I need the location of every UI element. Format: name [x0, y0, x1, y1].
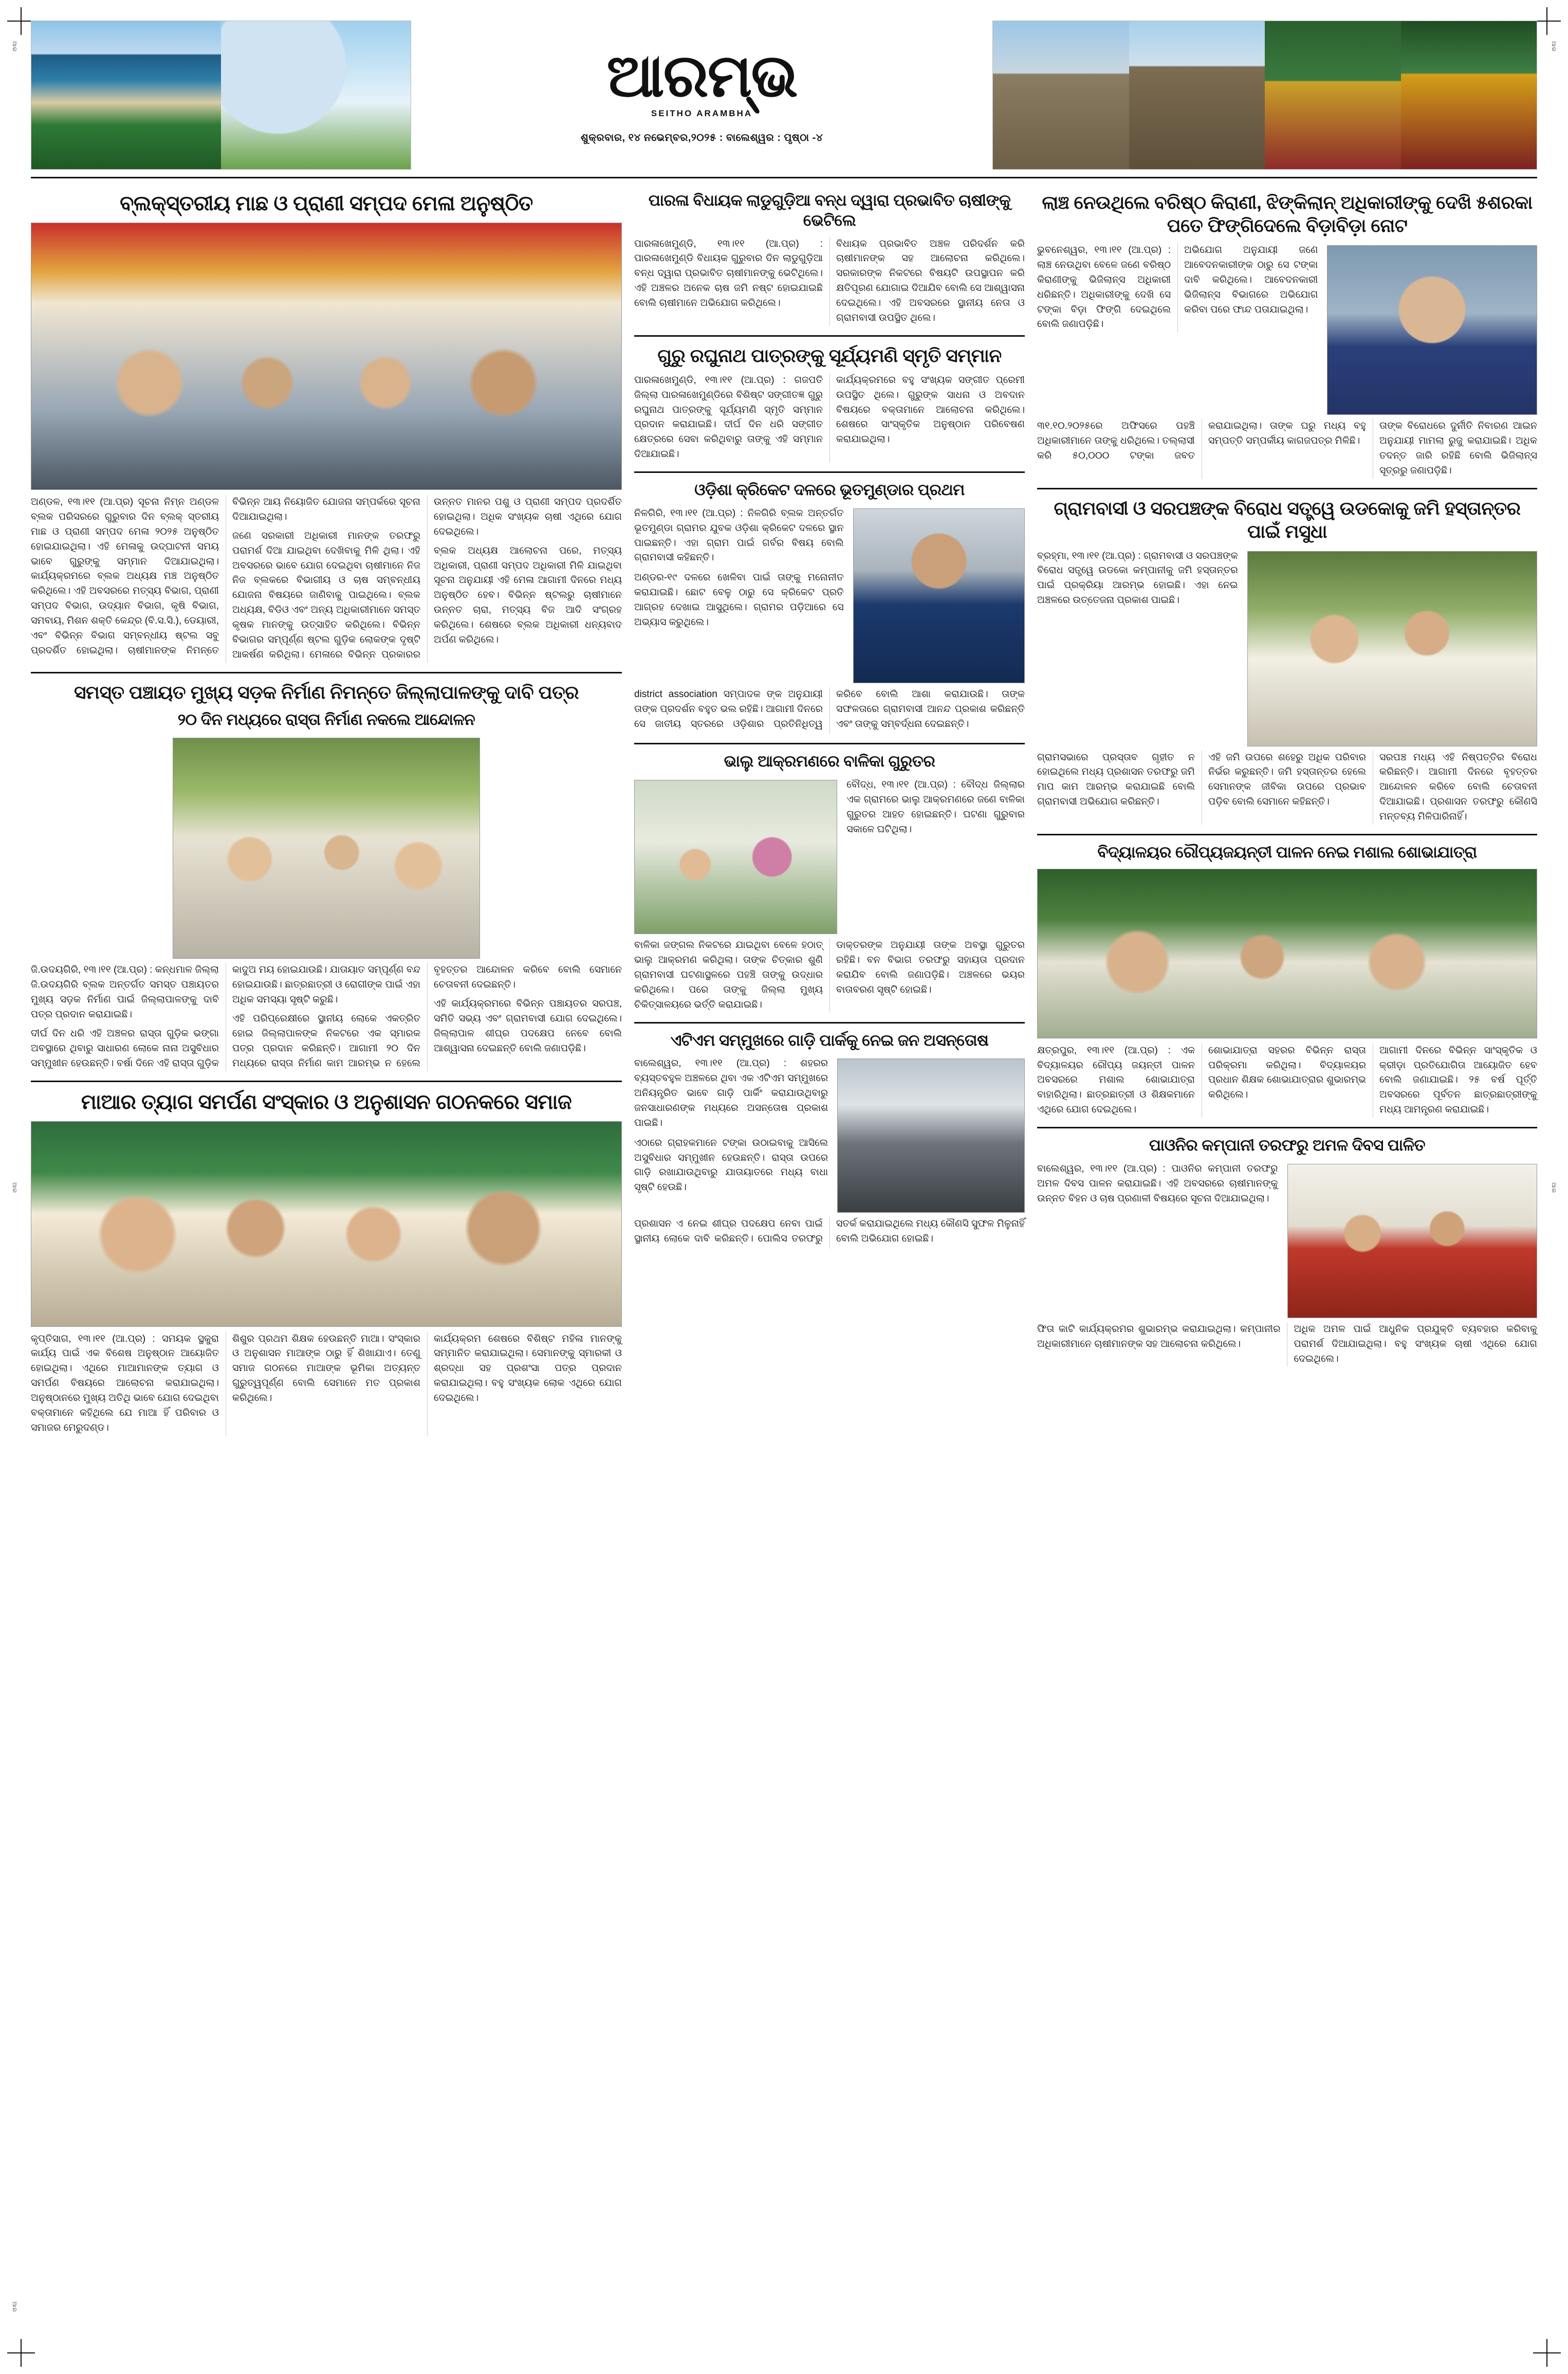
paragraph: ସରପଞ୍ଚ ମଧ୍ୟ ଏହି ନିଷ୍ପତ୍ତିର ବିରୋଧ କରିଛନ୍ତି। ଆଗାମୀ ଦିନରେ ବୃହତ୍ତର ଆନ୍ଦୋଳନ କରିବେ ବୋଲି ଚେତାବନୀ ଦିଆଯାଇଛି। ପ୍ରଶାସନ ତରଫରୁ କୌଣସି ମନ୍ତବ୍ୟ ମିଳିପାରିନାହିଁ।	[1379, 752, 1537, 822]
newspaper-title: ଆରମ୍ଭ	[606, 43, 797, 109]
paragraph: ବୌଦ୍ଧ, ୧୩।୧୧ (ଆ.ପ୍ର) : ବୌଦ୍ଧ ଜିଲ୍ଲାର ଏକ ଗ୍ରାମରେ ଭାଲୁ ଆକ୍ରମଣରେ ଜଣେ ବାଳିକା ଗୁରୁତର ଆହତ ହୋଇଛନ୍ତି। ଘଟଣା ଗୁରୁବାର ସକାଳେ ଘଟିଥିଲା।	[846, 779, 1025, 835]
article-block-bear-attack	[634, 752, 1025, 1012]
headline-land-transfer: ଗ୍ରାମବାସୀ ଓ ସରପଞ୍ଚଙ୍କ ବିରୋଧ ସତ୍ତ୍ୱେ ଉଡକୋକୁ ଜମି ହସ୍ତାନ୍ତର ପାଇଁ ମସୁଧା	[1054, 497, 1521, 542]
paragraph: ଜଣେ ସରକାରୀ ଅଧିକାରୀ ମାନଙ୍କ ତରଫରୁ ପରାମର୍ଶ ଦିଆ ଯାଇଥିବା ଦେଖିବାକୁ ମିଳି ଥିଲା। ଏହି ଅବସରରେ ଭାବେ ଯୋଗ ଦେଇଥିବା ଚାଷୀମାନେ ନିଜ ନିଜ ବ୍ଲକରେ ବିଭାଗୀୟ ଓ ଚାଷ ସମ୍ବନ୍ଧୀୟ ଯୋଜନା ବିଷୟରେ ଜାଣିବାକୁ ପାଇଥିଲେ। ବ୍ଲକ ଅଧ୍ୟକ୍ଷ, ବିଡିଓ ଏବଂ ଅନ୍ୟ ଅଧିକାରୀମାନେ ସମସ୍ତ କୃଷକ ମାନଙ୍କୁ ଉତ୍ସାହିତ କରିଥିଲେ। ବିଭିନ୍ନ ବିଭାଗର ସମ୍ପୂର୍ଣ୍ଣ ଷ୍ଟଲ ଗୁଡ଼ିକ ଲୋକଙ୍କ ଦୃଷ୍ଟି ଆକର୍ଷଣ କରିଥିଲା। ମେଳାରେ ବିଭିନ୍ନ ପ୍ରକାରର ଉନ୍ନତ ମାନର ପଶୁ ଓ ପ୍ରାଣୀ ସମ୍ପଦ ପ୍ରଦର୍ଶିତ ହୋଇଥିଲା। ଅଧିକ ସଂଖ୍ୟକ ଚାଷୀ ଏଥିରେ ଯୋଗ ଦେଇଥିଲେ।	[232, 497, 622, 660]
article-body-mela	[31, 495, 622, 663]
headline-harvest-day: ପାଓନିର କମ୍ପାନୀ ତରଫରୁ ଅମଳ ଦିବସ ପାଳିତ	[1149, 1136, 1426, 1154]
paragraph: ଶୋଭାଯାତ୍ରା ସହରର ବିଭିନ୍ନ ରାସ୍ତା ପରିକ୍ରମା କରିଥିଲା। ବିଦ୍ୟାଳୟର ପ୍ରଧାନ ଶିକ୍ଷକ ଶୋଭାଯାତ୍ରାର ଶୁଭାରମ୍ଭ କରିଥିଲେ।	[1208, 1045, 1366, 1101]
memorandum-submission-photo	[173, 738, 480, 959]
section-divider	[1037, 1127, 1537, 1128]
subheadline-road-demand: ୨୦ ଦିନ ମଧ୍ୟରେ ରାସ୍ତା ନିର୍ମାଣ ନକଲେ ଆନ୍ଦୋଳନ	[177, 710, 475, 728]
school-rally-photo	[1037, 869, 1537, 1038]
masthead	[31, 21, 1537, 170]
crop-mark-bottom-right	[1533, 2339, 1561, 2367]
cricket-player-photo	[853, 508, 1025, 683]
section-divider	[634, 743, 1025, 744]
headline-road-demand: ସମସ୍ତ ପଞ୍ଚାୟତ ମୁଖ୍ୟ ସଡ଼କ ନିର୍ମାଣ ନିମନ୍ତେ ଜିଲ୍ଲାପାଳଙ୍କୁ ଦାବି ପତ୍ର	[73, 681, 579, 703]
land-handover-meeting-photo	[1247, 551, 1537, 746]
masthead-right-images	[992, 21, 1537, 170]
section-divider	[31, 1081, 622, 1082]
paragraph: ବିଧାୟକ ପ୍ରଭାବିତ ଅଞ୍ଚଳ ପରିଦର୍ଶନ କରି ଚାଷୀମାନଙ୍କ ସହ ଆଲୋଚନା କରିଥିଲେ। ସରକାରଙ୍କ ନିକଟରେ ବିଷୟଟି ଉପସ୍ଥାପନ କରି କ୍ଷତିପୂରଣ ଯୋଗାଇ ଦିଆଯିବ ବୋଲି ସେ ଆଶ୍ୱାସନା ଦେଇଥିଲେ। ଏହି ଅବସରରେ ସ୍ଥାନୀୟ ନେତା ଓ ଗ୍ରାମବାସୀ ଉପସ୍ଥିତ ଥିଲେ।	[836, 238, 1025, 323]
article-block-harvest-day	[1037, 1136, 1537, 1366]
paragraph: ନିଳଗିରି, ୧୩।୧୧ (ଆ.ପ୍ର) : ନିଳଗିରି ବ୍ଲକ ଅନ୍ତର୍ଗତ ଭୂତମୁଣ୍ଡା ଗ୍ରାମର ଯୁବକ ଓଡ଼ିଶା କ୍ରିକେଟ ଦଳରେ ସ୍ଥାନ ପାଇଛନ୍ତି। ଏହା ଗ୍ରାମ ପାଇଁ ଗର୍ବର ବିଷୟ ବୋଲି ଗ୍ରାମବାସୀ କହିଛନ୍ତି।	[634, 507, 844, 563]
article-body-land	[1037, 751, 1537, 825]
article-body-guru-award	[634, 373, 1025, 462]
paragraph: ଅଭିଯୋଗ ଅନୁଯାୟୀ ଜଣେ ଆବେଦନକାରୀଙ୍କ ଠାରୁ ସେ ଟଙ୍କା ଦାବି କରିଥିଲେ। ଆବେଦନକାରୀ ଭିଜିଲାନ୍ସ ବିଭାଗରେ ଅଭିଯୋଗ କରିବା ପରେ ଫାନ୍ଦ ପତାଯାଇଥିଲା।	[1184, 245, 1318, 315]
paragraph: ଗ୍ରାମସଭାରେ ପ୍ରସ୍ତାବ ଗୃହୀତ ନ ହୋଇଥିଲେ ମଧ୍ୟ ପ୍ରଶାସନ ତରଫରୁ ଜମି ମାପ କାମ ଆରମ୍ଭ କରାଯାଇଛି ବୋଲି ଗ୍ରାମବାସୀ ଅଭିଯୋଗ କରିଛନ୍ତି।	[1037, 752, 1195, 808]
edge-label: ଆର	[1551, 1182, 1557, 1193]
flying-birds-image	[221, 21, 411, 169]
paragraph: ଅଣ୍ଡର-୧୯ ଦଳରେ ଖେଳିବା ପାଇଁ ତାଙ୍କୁ ମନୋନୀତ କରାଯାଇଛି। ଛୋଟ ବେଳୁ ଠାରୁ ସେ କ୍ରିକେଟ ପ୍ରତି ଆଗ୍ରହ ଦେଖାଇ ଆସୁଥିଲେ। ଗ୍ରାମର ପଡ଼ିଆରେ ସେ ଅଭ୍ୟାସ କରୁଥିଲେ।	[634, 572, 844, 628]
paragraph: ତାଙ୍କ ବିରୋଧରେ ଦୁର୍ନୀତି ନିବାରଣ ଆଇନ ଅନୁଯାୟୀ ମାମଲା ରୁଜୁ କରାଯାଇଛି। ଅଧିକ ତଦନ୍ତ ଜାରି ରହିଛି ବୋଲି ଭିଜିଲାନ୍ସ ସୂତ୍ରରୁ ଜଣାପଡ଼ିଛି।	[1379, 421, 1537, 476]
edge-label: ଆର	[11, 2302, 17, 2312]
article-body-bribe-top	[1037, 243, 1318, 332]
section-divider	[634, 335, 1025, 337]
headline-mela: ବ୍ଲକ୍‌ସ୍ତରୀୟ ମାଛ ଓ ପ୍ରାଣୀ ସମ୍ପଦ ମେଳା ଅନୁଷ୍ଠିତ	[120, 192, 533, 215]
paragraph: କାର୍ଯ୍ୟକ୍ରମରେ ବହୁ ସଂଖ୍ୟକ ସଙ୍ଗୀତ ପ୍ରେମୀ ଉପସ୍ଥିତ ଥିଲେ। ଗୁରୁଙ୍କ ସାଧନା ଓ ଅବଦାନ ବିଷୟରେ ବକ୍ତାମାନେ ଆଲୋଚନା କରିଥିଲେ। ଶେଷରେ ସାଂସ୍କୃତିକ ଅନୁଷ୍ଠାନ ପରିବେଷଣ କରାଯାଇଥିଲା।	[836, 374, 1025, 445]
article-block-mother	[31, 1089, 622, 1436]
crop-mark-bottom-left	[7, 2339, 35, 2367]
article-body-bribe-bottom	[1037, 419, 1537, 479]
section-divider	[1037, 834, 1537, 835]
paragraph: ପାରଳାଖେମୁଣ୍ଡି, ୧୩।୧୧ (ଆ.ପ୍ର) : ଗଜପତି ଜିଲ୍ଲା ପାରଳାଖେମୁଣ୍ଡିରେ ବିଶିଷ୍ଟ ସଙ୍ଗୀତଜ୍ଞ ଗୁରୁ ରଘୁନାଥ ପାତ୍ରଙ୍କୁ ସୂର୍ଯ୍ୟମଣି ସ୍ମୃତି ସମ୍ମାନ ପ୍ରଦାନ କରାଯାଇଛି। ଦୀର୍ଘ ଦିନ ଧରି ସଙ୍ଗୀତ କ୍ଷେତ୍ରରେ ସେବା କରିଥିବାରୁ ତାଙ୍କୁ ଏହି ସମ୍ମାନ ଦିଆଯାଇଛି।	[634, 374, 823, 460]
masthead-title-block	[411, 21, 992, 170]
paragraph: ବ୍ରହ୍ମା, ୧୩।୧୧ (ଆ.ପ୍ର) : ଗ୍ରାମବାସୀ ଓ ସରପଞ୍ଚଙ୍କ ବିରୋଧ ସତ୍ତ୍ୱେ ଉଡକୋ କମ୍ପାନୀକୁ ଜମି ହସ୍ତାନ୍ତର ପାଇଁ ପ୍ରକ୍ରିୟା ଆରମ୍ଭ ହୋଇଛି। ଏହା ନେଇ ଅଞ୍ଚଳରେ ଉତ୍ତେଜନା ପ୍ରକାଶ ପାଇଛି।	[1037, 550, 1238, 606]
paragraph: ଅଣ୍ଡଳ, ୧୩।୧୧ (ଆ.ପ୍ର) ସୂଚନା ନିମ୍ନ ଅଣ୍ଡଳ ବ୍ଲକ ପରିସରରେ ଗୁରୁବାର ଦିନ ବ୍ଲକ୍ ସ୍ତରୀୟ ମାଛ ଓ ପ୍ରାଣୀ ସମ୍ପଦ ମେଳା ୨୦୨୫ ଅନୁଷ୍ଠିତ ହୋଇଯାଇଥିଲା। ଏହି ମେଳାକୁ ଉଦ୍‌ଘାଟନୀ ସମୟ ଭାବେ ଗୁରୁଙ୍କୁ ସମ୍ମାନ ଦିଆଯାଇଥିଲା। କାର୍ଯ୍ୟକ୍ରମରେ ବ୍ଲକ ଅଧ୍ୟକ୍ଷ ମଞ୍ଚ ଅନୁଷ୍ଠିତ କରିଥିଲେ। ଏହି ଅବସରରେ ମତ୍ସ୍ୟ ବିଭାଗ, ପ୍ରାଣୀ ସମ୍ପଦ ବିଭାଗ, ଉଦ୍ୟାନ ବିଭାଗ, କୃଷି ବିଭାଗ, ସମବାୟ, ମିଶନ ଶକ୍ତି କେନ୍ଦ୍ର (ବି.ସ.ସି.), ଡେୟାରୀ, ଏବଂ ବିଭିନ୍ନ ବିଭାଗ ସମ୍ବନ୍ଧୀୟ ଷ୍ଟଲ ସବୁ ପ୍ରଦର୍ଶିତ ହୋଇଥିଲା। ଚାଷୀମାନଙ୍କ ନିମନ୍ତେ ବିଭିନ୍ନ ଆୟ ନିୟୋଜିତ ଯୋଜନା ସମ୍ପର୍କରେ ସୂଚନା ଦିଆଯାଇଥିଲା।	[31, 497, 420, 656]
article-block-atm	[634, 1031, 1025, 1249]
paragraph: କ୍ଷତ୍ରପୁର, ୧୩।୧୧ (ଆ.ପ୍ର) : ଏକ ବିଦ୍ୟାଳୟର ରୌପ୍ୟ ଜୟନ୍ତୀ ପାଳନ ଅବସରରେ ମଶାଲ ଶୋଭାଯାତ୍ରା ବାହାରିଥିଲା। ଛାତ୍ରଛାତ୍ରୀ ଓ ଶିକ୍ଷକମାନେ ଏଥିରେ ଯୋଗ ଦେଇଥିଲେ।	[1037, 1045, 1195, 1116]
headline-mother-sacrifice: ମାଆର ତ୍ୟାଗ ସମର୍ପଣ ସଂସ୍କାର ଓ ଅନୁଶାସନ ଗଠନକରେ ସମାଜ	[81, 1090, 572, 1113]
newspaper-subtitle: SEITHO ARAMBHA	[651, 108, 753, 118]
article-block-mla	[634, 191, 1025, 326]
article-body-school-rally	[1037, 1044, 1537, 1118]
article-block-cricket	[634, 480, 1025, 734]
paragraph: ବାଲେଶ୍ୱର, ୧୩।୧୧ (ଆ.ପ୍ର) : ପାଓନିର କମ୍ପାନୀ ତରଫରୁ ଅମଳ ଦିବସ ପାଳନ କରାଯାଇଛି। ଏହି ଅବସରରେ ଚାଷୀମାନଙ୍କୁ ଉନ୍ନତ ବିହନ ଓ ଚାଷ ପ୍ରଣାଳୀ ବିଷୟରେ ସୂଚନା ଦିଆଯାଇଥିଲା।	[1037, 1163, 1278, 1204]
paragraph: କାର୍ଯ୍ୟକ୍ରମ ଶେଷରେ ବିଶିଷ୍ଟ ମହିଳା ମାନଙ୍କୁ ସମ୍ମାନିତ କରାଯାଇଥିଲା। ସେମାନଙ୍କୁ ସ୍ମାରକୀ ଓ ଶ୍ରଦ୍ଧା ସହ ପ୍ରଶଂସା ପତ୍ର ପ୍ରଦାନ କରାଯାଇଥିଲା। ବହୁ ସଂଖ୍ୟକ ଲୋକ ଏଥିରେ ଯୋଗ ଦେଇଥିଲେ।	[434, 1333, 622, 1403]
accused-clerk-portrait	[1327, 245, 1537, 415]
award-ceremony-photo	[31, 1121, 622, 1327]
headline-guru-award: ଗୁରୁ ରଘୁନାଥ ପାତ୍ରଙ୍କୁ ସୂର୍ଯ୍ୟମଣି ସ୍ମୃତି ସମ୍ମାନ	[657, 344, 1002, 366]
section-divider	[634, 471, 1025, 473]
article-body-bear-attack	[634, 938, 1025, 1012]
article-body-harvest-day	[1037, 1322, 1537, 1367]
article-block-school-rally	[1037, 843, 1537, 1118]
paragraph: ଏହି କାର୍ଯ୍ୟକ୍ରମରେ ବିଭିନ୍ନ ପଞ୍ଚାୟତର ସରପଞ୍ଚ, ସମିତି ସଭ୍ୟ ଏବଂ ଗ୍ରାମବାସୀ ଯୋଗ ଦେଇଥିଲେ। ଜିଲ୍ଲାପାଳ ଶୀଘ୍ର ପଦକ୍ଷେପ ନେବେ ବୋଲି ଆଶ୍ୱାସନା ଦେଇଛନ୍ତି ବୋଲି ଜଣାପଡ଼ିଛି।	[434, 998, 622, 1054]
beach-landscape-image	[31, 21, 221, 169]
konark-temple-image	[993, 21, 1129, 169]
atm-parking-photo	[837, 1058, 1025, 1213]
section-divider	[1037, 488, 1537, 489]
section-divider	[634, 1022, 1025, 1024]
article-block-bribe	[1037, 191, 1537, 479]
paragraph: ଅଧିକ ଅମଳ ପାଇଁ ଆଧୁନିକ ପ୍ରଯୁକ୍ତି ବ୍ୟବହାର କରିବାକୁ ପରାମର୍ଶ ଦିଆଯାଇଥିଲା। ବହୁ ସଂଖ୍ୟକ ଚାଷୀ ଏଥିରେ ଯୋଗ ଦେଇଥିଲେ।	[1294, 1323, 1537, 1364]
article-block-land	[1037, 497, 1537, 825]
paragraph: ପ୍ରଶାସନ ଏ ନେଇ ଶୀଘ୍ର ପଦକ୍ଷେପ ନେବା ପାଇଁ ସ୍ଥାନୀୟ ଲୋକେ ଦାବି କରିଛନ୍ତି। ପୋଲିସ ତରଫରୁ ସତର୍କ କରାଯାଇଥିଲେ ମଧ୍ୟ କୌଣସି ସୁଫଳ ମିଳୁନାହିଁ ବୋଲି ଅଭିଯୋଗ ହୋଇଛି।	[634, 1218, 1025, 1245]
paragraph: କୃପ୍ତିସାଗ, ୧୩।୧୧ (ଆ.ପ୍ର) : ସମୟକ ସ୍ଥକୁରା କାର୍ଯ୍ୟ ପାଇଁ ଏକ ବିଶେଷ ଅନୁଷ୍ଠାନ ଆୟୋଜିତ ହୋଇଥିଲା। ଏଥିରେ ମାଆମାନଙ୍କ ତ୍ୟାଗ ଓ ସମର୍ପଣ ବିଷୟରେ ଆଲୋଚନା କରାଯାଇଥିଲା। ଅନୁଷ୍ଠାନରେ ମୁଖ୍ୟ ଅତିଥି ଭାବେ ଯୋଗ ଦେଇଥିବା ବକ୍ତାମାନେ କହିଥିଲେ ଯେ ମାଆ ହିଁ ପରିବାର ଓ ସମାଜର ମେରୁଦଣ୍ଡ।	[31, 1333, 219, 1433]
masthead-left-images	[31, 21, 411, 170]
masthead-divider	[31, 177, 1537, 178]
article-block-mela	[31, 191, 622, 663]
edge-label: ଆର	[1551, 41, 1557, 52]
headline-bribe-clerk: ଲାଞ୍ଚ ନେଉଥିଲେ ବରିଷ୍ଠ କିରାଣୀ, ଝିଙ୍କିଲାନ୍ ଅଧିକାରୀଙ୍କୁ ଦେଖି ୫ଶରକା ପତେ ଫିଙ୍ଗିଦେଲେ ବିଡ଼ାବିଡ଼ା ନୋଟ	[1042, 192, 1533, 236]
column-middle	[634, 186, 1025, 1445]
odissi-dancer-1-image	[1265, 21, 1401, 169]
crop-mark-top-right	[1533, 7, 1561, 35]
headline-cricket: ଓଡ଼ିଶା କ୍ରିକେଟ ଦଳରେ ଭୂତମୁଣ୍ଡାର ପ୍ରଥମ	[694, 481, 965, 499]
paragraph: ବାଳିକା ଜଙ୍ଗଲ ନିକଟରେ ଯାଇଥିବା ବେଳେ ହଠାତ୍ ଭାଲୁ ଆକ୍ରମଣ କରିଥିଲା। ତାଙ୍କ ଚିତ୍କାର ଶୁଣି ଗ୍ରାମବାସୀ ଘଟଣାସ୍ଥଳରେ ପହଞ୍ଚି ତାଙ୍କୁ ଉଦ୍ଧାର କରିଥିଲେ। ପରେ ତାଙ୍କୁ ଜିଲ୍ଲା ମୁଖ୍ୟ ଚିକିତ୍ସାଳୟରେ ଭର୍ତ୍ତି କରାଯାଇଛି।	[634, 940, 823, 1010]
paragraph: ଡାକ୍ତରଙ୍କ ଅନୁଯାୟୀ ତାଙ୍କ ଅବସ୍ଥା ଗୁରୁତର ରହିଛି। ବନ ବିଭାଗ ତରଫରୁ ସହାୟତା ପ୍ରଦାନ କରାଯିବ ବୋଲି ଜଣାପଡ଼ିଛି। ଅଞ୍ଚଳରେ ଭୟର ବାତାବରଣ ସୃଷ୍ଟି ହୋଇଛି।	[836, 940, 1025, 995]
headline-mla-visit: ପାରଳା ବିଧାୟକ ଲାଡୁଗୁଡ଼ିଆ ବନ୍ଧ ଦ୍ୱାରା ପ୍ରଭାବିତ ଚାଷୀଙ୍କୁ ଭେଟିଲେ	[648, 191, 1011, 229]
paragraph: ଏହି ପରିପ୍ରେକ୍ଷୀରେ ସ୍ଥାନୀୟ ଲୋକେ ଏକତ୍ରିତ ହୋଇ ଜିଲ୍ଲାପାଳଙ୍କ ନିକଟରେ ଏକ ସ୍ମାରକ ପତ୍ର ପ୍ରଦାନ କରିଛନ୍ତି। ଆଗାମୀ ୨୦ ଦିନ ମଧ୍ୟରେ ରାସ୍ତା ନିର୍ମାଣ କାମ ଆରମ୍ଭ ନ ହେଲେ ବୃହତ୍ତର ଆନ୍ଦୋଳନ କରିବେ ବୋଲି ସେମାନେ ଚେତାବନୀ ଦେଇଛନ୍ତି।	[232, 964, 622, 1069]
article-block-road	[31, 681, 622, 1071]
page-content	[31, 186, 1537, 1445]
edge-label: ଆର	[11, 1182, 17, 1193]
group-felicitation-photo	[31, 223, 622, 490]
article-body-road	[31, 963, 622, 1071]
article-block-guru-award	[634, 344, 1025, 462]
article-body-cricket	[634, 687, 1025, 734]
jagannath-temple-image	[1129, 21, 1265, 169]
column-left	[31, 186, 622, 1445]
paragraph: ଦୀର୍ଘ ଦିନ ଧରି ଏହି ଅଞ୍ଚଳର ରାସ୍ତା ଗୁଡ଼ିକ ଭଙ୍ଗା ଅବସ୍ଥାରେ ଥିବାରୁ ସାଧାରଣ ଲୋକେ ନାନା ଅସୁବିଧାର ସମ୍ମୁଖୀନ ହେଉଛନ୍ତି। ବର୍ଷା ଦିନେ ଏହି ରାସ୍ତା ଗୁଡ଼ିକ କାଦୁଅ ମୟ ହୋଇଯାଉଛି। ଯାତାୟାତ ସମ୍ପୂର୍ଣ୍ଣ ବନ୍ଦ ହୋଇଯାଉଛି। ଛାତ୍ରଛାତ୍ରୀ ଓ ରୋଗୀଙ୍କ ପାଇଁ ଏହା ଅଧିକ ସମସ୍ୟା ସୃଷ୍ଟି କରୁଛି।	[31, 964, 420, 1069]
article-body-mla	[634, 237, 1025, 326]
paragraph: ବାଲେଶ୍ୱର, ୧୩।୧୧ (ଆ.ପ୍ର) : ଶହରର ବ୍ୟସ୍ତବହୁଳ ଅଞ୍ଚଳରେ ଥିବା ଏକ ଏଟିଏମ ସମ୍ମୁଖରେ ଅନିୟନ୍ତ୍ରିତ ଭାବେ ଗାଡ଼ି ପାର୍କିଂ କରାଯାଉଥିବାରୁ ଜନସାଧାରଣଙ୍କ ମଧ୍ୟରେ ଅସନ୍ତୋଷ ପ୍ରକାଶ ପାଇଛି।	[634, 1058, 828, 1128]
paragraph: ଏହି ଜମି ଉପରେ ଶହେରୁ ଅଧିକ ପରିବାର ନିର୍ଭର କରୁଛନ୍ତି। ଜମି ହସ୍ତାନ୍ତର ହେଲେ ସେମାନଙ୍କ ଜୀବିକା ଉପରେ ପ୍ରଭାବ ପଡ଼ିବ ବୋଲି ସେମାନେ କହିଛନ୍ତି।	[1208, 752, 1366, 808]
paragraph: ଆଗାମୀ ଦିନରେ ବିଭିନ୍ନ ସାଂସ୍କୃତିକ ଓ କ୍ରୀଡ଼ା ପ୍ରତିଯୋଗିତା ଆୟୋଜିତ ହେବ ବୋଲି ଜଣାଯାଇଛି। ୨୫ ବର୍ଷ ପୂର୍ତ୍ତି ଅବସରରେ ପୂର୍ବତନ ଛାତ୍ରଛାତ୍ରୀଙ୍କୁ ମଧ୍ୟ ଆମନ୍ତ୍ରଣ କରାଯାଇଛି।	[1379, 1045, 1537, 1116]
paragraph: ବ୍ଲକ ଅଧ୍ୟକ୍ଷ ଆଲୋଚନା ପରେ, ମତ୍ସ୍ୟ ଅଧିକାରୀ, ପ୍ରାଣୀ ସମ୍ପଦ ଅଧିକାରୀ ମିଳି ଯାଇଥିବା ସୂଚନା ଅନୁଯାୟୀ ଏହି ମେଳା ଆଗାମୀ ଦିନରେ ମଧ୍ୟ ଅନୁଷ୍ଠିତ ହେବ। ବିଭିନ୍ନ ଷ୍ଟଲରୁ ଚାଷୀମାନେ ଉନ୍ନତ ଚାରା, ମତ୍ସ୍ୟ ବିଜ ଆଦି ସଂଗ୍ରହ କରିଥିଲେ। ଶେଷରେ ବ୍ଲକ ଅଧିକାରୀ ଧନ୍ୟବାଦ ଅର୍ପଣ କରିଥିଲେ।	[434, 545, 622, 645]
paragraph: ଶିଶୁର ପ୍ରଥମ ଶିକ୍ଷକ ହେଉଛନ୍ତି ମାଆ। ସଂସ୍କାର ଓ ଅନୁଶାସନ ମାଆଙ୍କ ଠାରୁ ହିଁ ଶିଖାଯାଏ। ତେଣୁ ସମାଜ ଗଠନରେ ମାଆଙ୍କ ଭୂମିକା ଅତ୍ୟନ୍ତ ଗୁରୁତ୍ୱପୂର୍ଣ୍ଣ ବୋଲି ସେମାନେ ମତ ପ୍ରକାଶ କରିଥିଲେ।	[232, 1333, 420, 1403]
paragraph: ୩୧.୧୦.୨୦୨୫ରେ ଅଫିସରେ ପହଞ୍ଚି ଅଧିକାରୀମାନେ ତାଙ୍କୁ ଧରିଥିଲେ। ତଲ୍ଲାସୀ କରି ୫୦,୦୦୦ ଟଙ୍କା ଜବତ କରାଯାଇଥିଲା। ତାଙ୍କ ଘରୁ ମଧ୍ୟ ବହୁ ସମ୍ପତ୍ତି ସମ୍ପର୍କୀୟ କାଗଜପତ୍ର ମିଳିଛି।	[1037, 421, 1366, 461]
headline-school-rally: ବିଦ୍ୟାଳୟର ରୌପ୍ୟଜୟନ୍ତୀ ପାଳନ ନେଇ ମଶାଲ ଶୋଭାଯାତ୍ରା	[1097, 843, 1477, 861]
article-body-atm	[634, 1217, 1025, 1249]
headline-atm-parking: ଏଟିଏମ ସମ୍ମୁଖରେ ଗାଡ଼ି ପାର୍କକୁ ନେଇ ଜନ ଅସନ୍ତୋଷ	[670, 1031, 989, 1049]
paragraph: ଜି.ଉଦୟଗିରି, ୧୩।୧୧ (ଆ.ପ୍ର) : କନ୍ଧମାଳ ଜିଲ୍ଲା ଜି.ଉଦୟଗିରି ବ୍ଲକ ଅନ୍ତର୍ଗତ ସମସ୍ତ ପଞ୍ଚାୟତର ମୁଖ୍ୟ ସଡ଼କ ନିର୍ମାଣ ପାଇଁ ଜିଲ୍ଲାପାଳଙ୍କୁ ଦାବି ପତ୍ର ପ୍ରଦାନ କରାଯାଇଛି।	[31, 964, 219, 1020]
paragraph: ଭୁବନେଶ୍ୱର, ୧୩।୧୧ (ଆ.ପ୍ର) : ଲାଞ୍ଚ ନେଉଥିବା ବେଳେ ଜଣେ ବରିଷ୍ଠ କିରାଣୀଙ୍କୁ ଭିଜିଲାନ୍ସ ଅଧିକାରୀ ଧରିଛନ୍ତି। ଅଧିକାରୀଙ୍କୁ ଦେଖି ସେ ଟଙ୍କା ବିଡ଼ା ଫିଙ୍ଗି ଦେଇଥିଲେ ବୋଲି ଜଣାପଡ଼ିଛି।	[1037, 245, 1171, 330]
column-right	[1037, 186, 1537, 1445]
paragraph: ପାରଳାଖେମୁଣ୍ଡି, ୧୩।୧୧ (ଆ.ପ୍ର) : ପାରଳାଖେମୁଣ୍ଡି ବିଧାୟକ ଗୁରୁବାର ଦିନ ଲାଡୁଗୁଡ଼ିଆ ବନ୍ଧ ଦ୍ୱାରା ପ୍ରଭାବିତ ଚାଷୀମାନଙ୍କୁ ଭେଟିଥିଲେ। ଏହି ଅଞ୍ଚଳର ଅନେକ ଚାଷ ଜମି ନଷ୍ଟ ହୋଇଯାଇଛି ବୋଲି ଚାଷୀମାନେ ଅଭିଯୋଗ କରିଥିଲେ।	[634, 238, 823, 308]
issue-info-line: ଶୁକ୍ରବାର, ୧୪ ନଭେମ୍ବର,୨୦୨୫ : ବାଲେଶ୍ୱର : ପୃଷ୍ଠା -୪	[580, 132, 823, 143]
section-divider	[31, 672, 622, 673]
headline-bear-attack: ଭାଲୁ ଆକ୍ରମଣରେ ବାଳିକା ଗୁରୁତର	[724, 752, 935, 771]
hospital-treatment-photo	[634, 780, 837, 934]
ribbon-cutting-photo	[1287, 1164, 1538, 1318]
article-body-mother	[31, 1332, 622, 1436]
paragraph: ଏଠାରେ ଗ୍ରାହକମାନେ ଟଙ୍କା ଉଠାଇବାକୁ ଆସିଲେ ଅସୁବିଧାର ସମ୍ମୁଖୀନ ହେଉଛନ୍ତି। ରାସ୍ତା ଉପରେ ଗାଡ଼ି ରଖାଯାଉଥିବାରୁ ଯାତାୟାତରେ ମଧ୍ୟ ବାଧା ସୃଷ୍ଟି ହେଉଛି।	[634, 1137, 828, 1193]
paragraph: ଫିତା କାଟି କାର୍ଯ୍ୟକ୍ରମର ଶୁଭାରମ୍ଭ କରାଯାଇଥିଲା। କମ୍ପାନୀର ଅଧିକାରୀମାନେ ଚାଷୀମାନଙ୍କ ସହ ଆଲୋଚନା କରିଥିଲେ।	[1037, 1323, 1281, 1349]
odissi-dancer-2-image	[1401, 21, 1537, 169]
edge-label: ଆର	[11, 41, 17, 52]
paragraph: district association ସମ୍ପାଦକ ଙ୍କ ଅନୁଯାୟୀ ତାଙ୍କ ପ୍ରଦର୍ଶନ ବହୁତ ଭଲ ରହିଛି। ଆଗାମୀ ଦିନରେ ସେ ଜାତୀୟ ସ୍ତରରେ ଓଡ଼ିଶାର ପ୍ରତିନିଧିତ୍ୱ କରିବେ ବୋଲି ଆଶା କରାଯାଉଛି। ତାଙ୍କ ସଫଳତାରେ ଗ୍ରାମବାସୀ ଆନନ୍ଦ ପ୍ରକାଶ କରିଛନ୍ତି ଏବଂ ତାଙ୍କୁ ସମ୍ବର୍ଦ୍ଧନା ଦେଇଛନ୍ତି।	[634, 688, 1025, 729]
